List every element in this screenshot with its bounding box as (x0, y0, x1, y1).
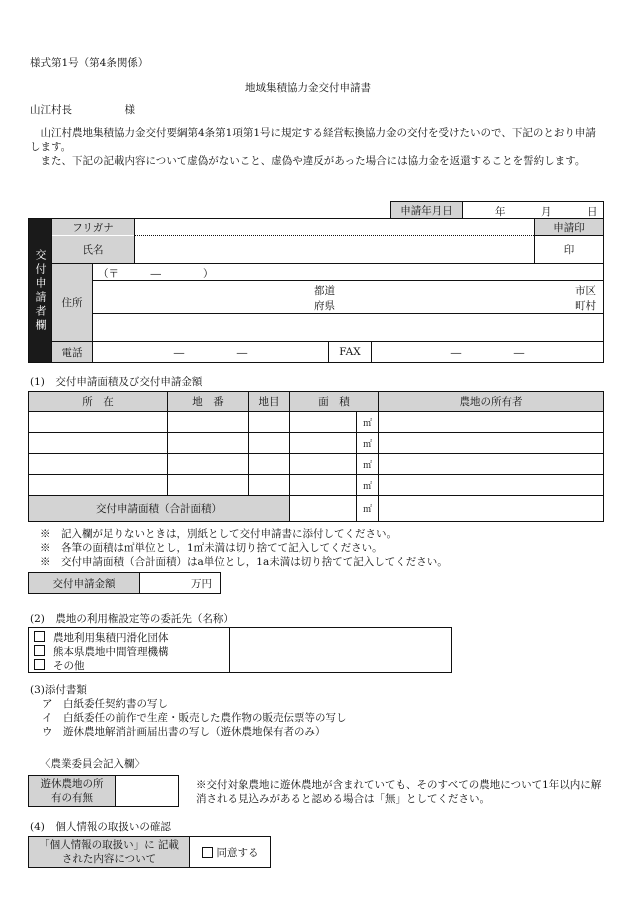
area-unit: ㎡ (362, 418, 372, 429)
seal-mark: 印 (563, 244, 575, 256)
amount-unit: 万円 (191, 577, 212, 590)
addressee: 山江村長 様 (30, 104, 135, 116)
attachment-i: イ 白紙委任の前作で生産・販売した農作物の販売伝票等の写し (42, 712, 347, 724)
area-unit: ㎡ (362, 460, 372, 471)
phone-label: 電話 (52, 342, 92, 362)
applicant-side-label: 交付申請者欄 (29, 219, 51, 362)
fax-label: FAX (339, 346, 361, 358)
checkbox[interactable] (34, 659, 45, 670)
form-number: 様式第1号（第4条関係） (30, 57, 149, 69)
intro-paragraph-2: また、下記の記載内容について虚偽がないこと、虚偽や違反があった場合には協力金を返還することを誓約します。 (30, 155, 586, 167)
committee-heading: 〈農業委員会記入欄〉 (40, 758, 145, 770)
name-label: 氏名 (52, 236, 134, 263)
col-lot-number: 地 番 (168, 392, 248, 411)
col-location: 所 在 (29, 392, 167, 411)
col-owner: 農地の所有者 (379, 392, 603, 411)
checkbox[interactable] (34, 645, 45, 656)
seal-header: 申請印 (535, 219, 603, 235)
amount-label: 交付申請金額 (28, 572, 140, 594)
section4-heading: (4) 個人情報の取扱いの確認 (30, 821, 171, 833)
agree-label: 同意する (216, 846, 259, 859)
consignee-name-input[interactable] (231, 629, 450, 671)
furigana-input[interactable] (134, 219, 534, 236)
table-row[interactable] (29, 433, 603, 453)
idle-land-input[interactable] (115, 775, 179, 807)
attachment-a: ア 白紙委任契約書の写し (42, 698, 168, 710)
application-date-label: 申請年月日 (390, 201, 463, 219)
option-consolidation-org[interactable]: 農地利用集積円滑化団体 (34, 630, 169, 645)
postal-code-field[interactable]: （〒 ― ） (98, 268, 214, 280)
table-row[interactable] (29, 412, 603, 432)
prefecture-suffix-bottom: 府県 (314, 300, 335, 312)
attachment-u: ウ 遊休農地解消計画届出書の写し（遊休農地保有者のみ） (42, 726, 326, 738)
area-unit: ㎡ (362, 481, 372, 492)
prefecture-suffix-top: 都道 (314, 285, 335, 297)
total-area-input[interactable] (290, 496, 356, 521)
col-land-category: 地目 (249, 392, 289, 411)
address-label: 住所 (52, 264, 92, 341)
privacy-agree-field[interactable] (189, 836, 271, 868)
city-suffix-bottom: 町村 (575, 300, 596, 312)
address-detail-input[interactable] (93, 314, 603, 341)
city-suffix-top: 市区 (575, 285, 596, 297)
document-title: 地域集積協力金交付申請書 (245, 82, 371, 94)
note-1: ※ 記入欄が足りないときは，別紙として交付申請書に添付してください。 (40, 528, 397, 540)
name-input[interactable] (135, 236, 533, 263)
application-date-field[interactable] (462, 201, 604, 219)
agree-checkbox[interactable] (202, 847, 213, 858)
idle-land-label: 遊休農地の所有の有無 (28, 775, 116, 807)
amount-input[interactable] (139, 572, 221, 594)
year-label: 年 (495, 206, 506, 218)
option-other[interactable]: その他 (34, 658, 85, 673)
total-area-unit: ㎡ (362, 505, 372, 515)
furigana-label: フリガナ (52, 219, 134, 235)
section1-heading: (1) 交付申請面積及び交付申請金額 (30, 376, 203, 388)
col-area: 面 積 (290, 392, 378, 411)
intro-paragraph-1: 山江村農地集積協力金交付要綱第4条第1項第1号に規定する経営転換協力金の交付を受けたいので、下記のとおり申請します。 (30, 127, 596, 153)
total-area-label: 交付申請面積（合計面積） (29, 496, 289, 521)
day-label: 日 (587, 206, 598, 218)
checkbox[interactable] (34, 631, 45, 642)
note-2: ※ 各筆の面積は㎡単位とし，1㎡未満は切り捨てて記入してください。 (40, 542, 383, 554)
area-unit: ㎡ (362, 439, 372, 450)
option-land-bank[interactable]: 熊本県農地中間管理機構 (34, 644, 169, 659)
section2-heading: (2) 農地の利用権設定等の委託先（名称） (30, 613, 234, 625)
fax-input[interactable]: ― ― (450, 346, 525, 359)
address-input[interactable] (93, 281, 603, 313)
note-3: ※ 交付申請面積（合計面積）はa単位とし，1a未満は切り捨てて記入してください。 (40, 556, 448, 568)
privacy-label: 「個人情報の取扱い」に 記載された内容について (28, 836, 190, 868)
table-row[interactable] (29, 475, 603, 495)
month-label: 月 (541, 206, 552, 218)
committee-note: ※交付対象農地に遊休農地が含まれていても、そのすべての農地について1年以内に解消される見込みがあると認める場合は「無」としてください。 (196, 779, 602, 805)
phone-input[interactable]: ― ― (173, 346, 248, 359)
section3-heading: (3)添付書類 (30, 684, 87, 696)
table-row[interactable] (29, 454, 603, 474)
